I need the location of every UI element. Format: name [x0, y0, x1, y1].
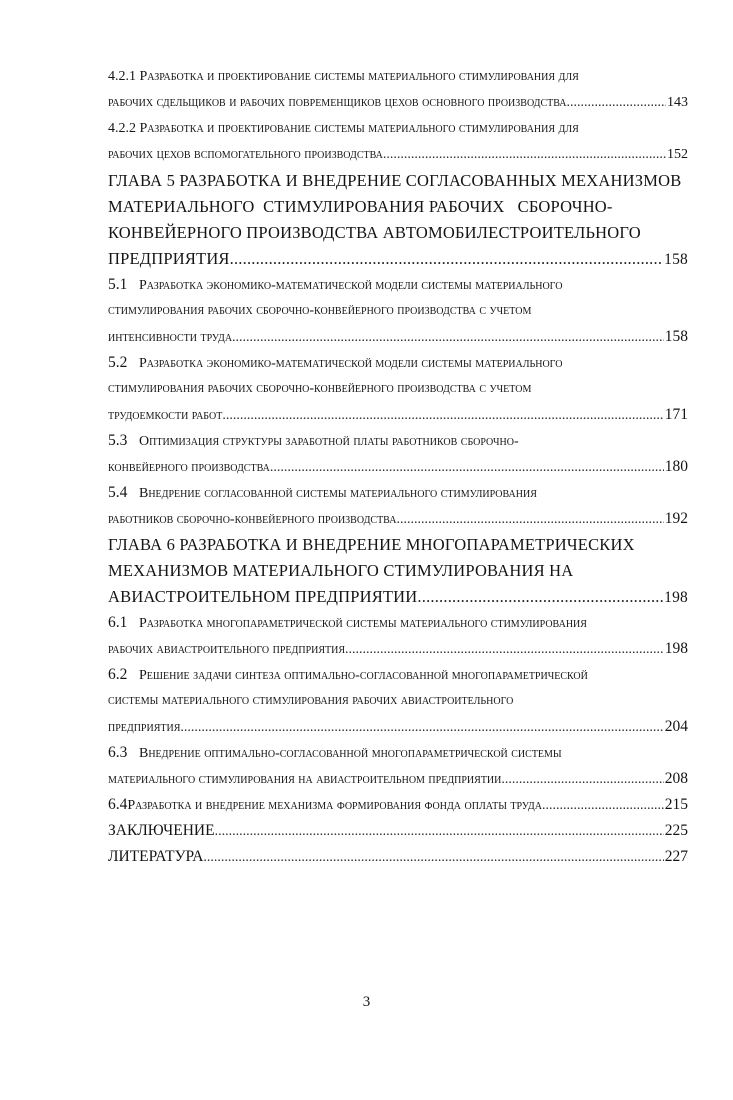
toc-line [108, 194, 688, 220]
toc-line [108, 246, 688, 272]
toc-entry-text: Оптимизация структуры заработной платы работников сборочно- [139, 434, 519, 449]
dot-leader [270, 455, 664, 481]
toc-page-number: 198 [664, 640, 688, 657]
chapter-title-line: ГЛАВА 6 РАЗРАБОТКА И ВНЕДРЕНИЕ МНОГОПАРАМЕТРИЧЕСКИХ [108, 535, 635, 554]
toc-entry-text: стимулирования рабочих сборочно-конвейерного производства с учетом [108, 303, 532, 318]
toc-section-5-3 [108, 428, 688, 480]
dot-leader [396, 507, 663, 533]
toc-line [108, 220, 688, 246]
dot-leader [203, 845, 663, 871]
dot-leader [222, 403, 663, 429]
toc-entry-text: рабочих сдельщиков и рабочих повременщиков цехов основного производства [108, 95, 567, 110]
chapter-title-line: КОНВЕЙЕРНОГО ПРОИЗВОДСТВА АВТОМОБИЛЕСТРОИТЕЛЬНОГО [108, 223, 641, 242]
toc-line [108, 636, 688, 662]
toc-line [108, 558, 688, 584]
toc-entry-text: рабочих авиастроительного предприятия [108, 642, 346, 657]
dot-leader [345, 637, 664, 663]
toc-line [108, 506, 688, 532]
chapter-title-line: ПРЕДПРИЯТИЯ [108, 249, 230, 268]
toc-entry-4-2-2 [108, 116, 688, 168]
toc-entry-text: Внедрение согласованной системы материального стимулирования [139, 486, 537, 501]
toc-entry-text: Разработка экономико-математической модели системы материального [139, 356, 563, 371]
toc-line [108, 714, 688, 740]
toc-chapter-5 [108, 168, 688, 272]
toc-page-number: 158 [664, 328, 688, 345]
toc-line [108, 272, 688, 298]
dot-leader [542, 793, 664, 819]
toc-entry-text: конвейерного производства [108, 460, 270, 475]
toc-line [108, 402, 688, 428]
toc-page-number: 171 [664, 406, 688, 423]
toc-page-number: 180 [664, 458, 688, 475]
chapter-title-line: МЕХАНИЗМОВ МАТЕРИАЛЬНОГО СТИМУЛИРОВАНИЯ НА [108, 561, 574, 580]
toc-line [108, 168, 688, 194]
toc-entry-text: Разработка экономико-математической модели системы материального [139, 278, 563, 293]
toc-line [108, 584, 688, 610]
toc-entry-text: ЗАКЛЮЧЕНИЕ [108, 822, 215, 839]
toc-line [108, 376, 688, 402]
toc-page-number: 198 [664, 589, 688, 606]
chapter-title-line: МАТЕРИАЛЬНОГО СТИМУЛИРОВАНИЯ РАБОЧИХ СБОРОЧНО- [108, 197, 613, 216]
toc-entry-text: рабочих цехов вспомогательного производства [108, 147, 383, 162]
section-number: 6.1 [108, 614, 128, 631]
toc-section-5-2 [108, 350, 688, 428]
toc-section-6-3 [108, 740, 688, 792]
section-number: 5.1 [108, 276, 128, 293]
toc-entry-text: системы материального стимулирования рабочих авиастроительного [108, 693, 514, 708]
section-number: 6.2 [108, 666, 128, 683]
toc-literature [108, 844, 688, 870]
section-number: 5.3 [108, 432, 128, 449]
toc-line [108, 532, 688, 558]
toc-section-6-2 [108, 662, 688, 740]
toc-line [108, 740, 688, 766]
toc-line [108, 662, 688, 688]
chapter-title-line: АВИАСТРОИТЕЛЬНОМ ПРЕДПРИЯТИИ [108, 587, 418, 606]
toc-line [108, 480, 688, 506]
toc-page-number: 227 [664, 848, 688, 865]
section-number: 6.4 [108, 796, 128, 813]
toc-entry-text: Разработка многопараметрической системы материального стимулирования [139, 616, 587, 631]
toc-line [108, 64, 688, 90]
toc-line [108, 116, 688, 142]
toc-entry-text: работников сборочно-конвейерного производства [108, 512, 397, 527]
section-number: 5.2 [108, 354, 128, 371]
dot-leader [215, 819, 664, 845]
toc-line [108, 324, 688, 350]
toc-page-number: 215 [664, 796, 688, 813]
toc-line [108, 610, 688, 636]
section-number: 6.3 [108, 744, 128, 761]
toc-entry-text: Разработка и внедрение механизма формирования фонда оплаты труда [127, 798, 542, 813]
dot-leader [232, 325, 664, 351]
toc-section-5-1 [108, 272, 688, 350]
toc-section-6-4 [108, 792, 688, 818]
toc-entry-text: материального стимулирования на авиастроительном предприятии [108, 772, 502, 787]
dot-leader [383, 142, 666, 168]
toc-section-6-1 [108, 610, 688, 662]
toc-line [108, 766, 688, 792]
toc-page-number: 208 [664, 770, 688, 787]
toc-entry-text: стимулирования рабочих сборочно-конвейерного производства с учетом [108, 381, 532, 396]
toc-line [108, 844, 688, 870]
toc-page-number: 192 [664, 510, 688, 527]
toc-entry-text: Внедрение оптимально-согласованной многопараметрической системы [139, 746, 562, 761]
dot-leader [417, 584, 663, 610]
toc-line [108, 428, 688, 454]
toc-page-number: 225 [664, 822, 688, 839]
toc-section-5-4 [108, 480, 688, 532]
toc-entry-text: интенсивности труда [108, 330, 233, 345]
page-number: 3 [362, 994, 371, 1010]
dot-leader [180, 715, 663, 741]
dot-leader [230, 246, 664, 272]
toc-entry-text: 4.2.2 Разработка и проектирование системы материального стимулирования для [108, 121, 579, 136]
toc-line [108, 90, 688, 116]
toc-chapter-6 [108, 532, 688, 610]
toc-entry-text: Решение задачи синтеза оптимально-согласованной многопараметрической [139, 668, 588, 683]
toc-page-number: 158 [664, 251, 688, 268]
toc-line [108, 688, 688, 714]
chapter-title-line: ГЛАВА 5 РАЗРАБОТКА И ВНЕДРЕНИЕ СОГЛАСОВАННЫХ МЕХАНИЗМОВ [108, 171, 682, 190]
toc-conclusion [108, 818, 688, 844]
toc-page-number: 204 [664, 718, 688, 735]
toc-page-number: 143 [667, 95, 688, 110]
toc-line [108, 792, 688, 818]
toc-line [108, 454, 688, 480]
toc-line [108, 350, 688, 376]
toc-line [108, 818, 688, 844]
toc-entry-text: предприятия [108, 720, 181, 735]
toc-entry-4-2-1 [108, 64, 688, 116]
toc-entry-text: трудоемкости работ [108, 408, 223, 423]
toc-line [108, 298, 688, 324]
table-of-contents [108, 64, 688, 870]
toc-line [108, 142, 688, 168]
section-number: 5.4 [108, 484, 128, 501]
dot-leader [501, 767, 663, 793]
toc-page-number: 152 [667, 147, 688, 162]
toc-entry-text: ЛИТЕРАТУРА [108, 848, 204, 865]
toc-entry-text: 4.2.1 Разработка и проектирование системы материального стимулирования для [108, 69, 579, 84]
dot-leader [567, 90, 666, 116]
